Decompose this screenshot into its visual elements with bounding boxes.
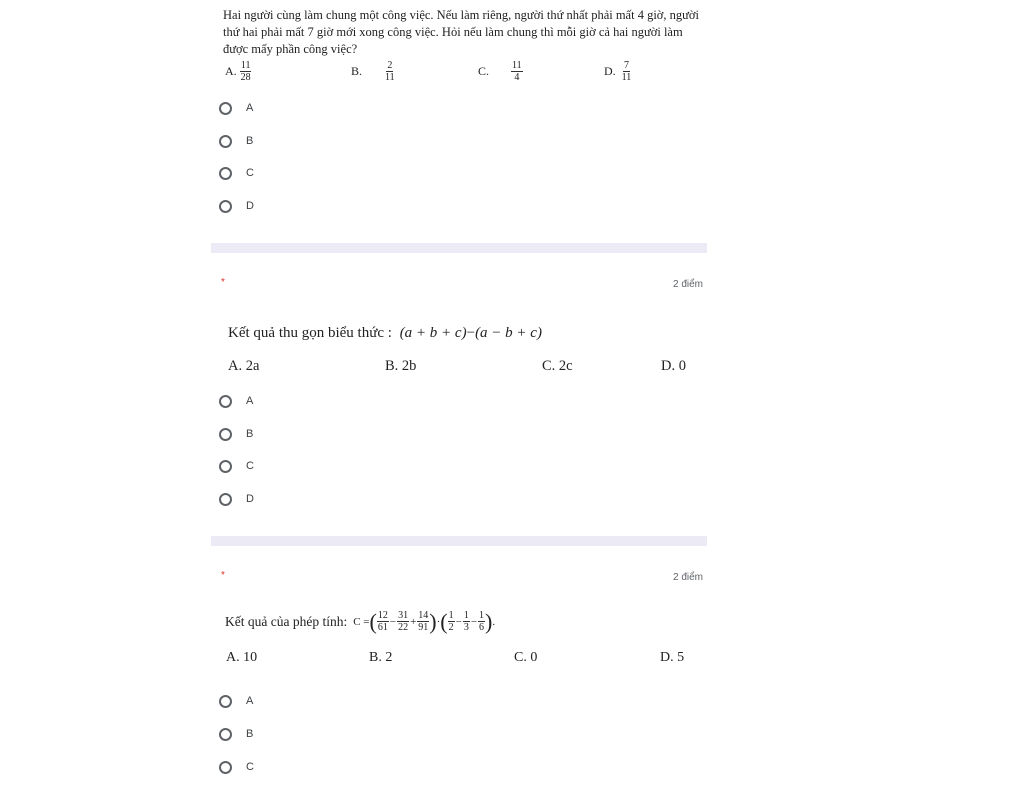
q1-text-line2: thứ hai phải mất 7 giờ mới xong công việc. Hỏi nếu làm chung thì mỗi giờ cả hai người làm [223, 25, 683, 39]
fraction: $\frac{31}{22}$ [398, 610, 409, 633]
radio-circle[interactable] [219, 167, 232, 180]
fraction: $\frac{12}{61}$ [377, 610, 388, 633]
q3-radio-c[interactable]: C [219, 757, 254, 777]
radio-circle[interactable] [219, 200, 232, 213]
radio-circle[interactable] [219, 695, 232, 708]
q1-option-a: A. $\frac{11}{28}$ [225, 60, 251, 83]
q1-text-line3: được mấy phần công việc? [223, 42, 358, 56]
q1-radio-a[interactable]: A [219, 98, 253, 118]
q3-radio-a[interactable]: A [219, 691, 253, 711]
q2-radio-b[interactable]: B [219, 424, 253, 444]
q3-answer-d: D. 5 [660, 650, 685, 665]
fraction: $\frac{1}{3}$ [463, 610, 469, 633]
fraction: $\frac{2}{11}$ [385, 60, 395, 83]
radio-circle[interactable] [219, 135, 232, 148]
q1-option-d: D. $\frac{7}{11}$ [604, 60, 632, 83]
points-label: 2 điểm [672, 279, 703, 290]
q3-radio-b[interactable]: B [219, 724, 253, 744]
q2-prompt: Kết quả thu gọn biểu thức : (a + b + c)−(a − b + c) [228, 325, 542, 341]
q3-answer-c: C. 0 [514, 650, 538, 665]
q2-answer-d: D. 0 [661, 358, 686, 374]
fraction: $\frac{1}{2}$ [448, 610, 454, 633]
q1-option-c: C. $\frac{11}{4}$ [478, 60, 522, 83]
q1-option-b: B. $\frac{2}{11}$ [351, 60, 395, 83]
q3-answer-b: B. 2 [369, 650, 393, 665]
q1-text-line1: Hai người cùng làm chung một công việc. Nếu làm riêng, người thứ nhất phải mất 4 giờ, người [223, 8, 700, 22]
q2-answer-b: B. 2b [385, 358, 417, 374]
required-marker: * [221, 570, 225, 581]
radio-circle[interactable] [219, 395, 232, 408]
q1-text [223, 7, 723, 58]
q1-radio-d[interactable]: D [219, 196, 254, 216]
radio-circle[interactable] [219, 460, 232, 473]
radio-circle[interactable] [219, 493, 232, 506]
section-divider [211, 243, 707, 253]
fraction: $\frac{14}{91}$ [418, 610, 429, 633]
q2-radio-a[interactable]: A [219, 391, 253, 411]
q2-radio-c[interactable]: C [219, 456, 254, 476]
fraction: $\frac{1}{6}$ [479, 610, 485, 633]
fraction: $\frac{7}{11}$ [621, 60, 632, 83]
q1-radio-b[interactable]: B [219, 131, 253, 151]
fraction: $\frac{11}{28}$ [240, 60, 251, 83]
fraction: $\frac{11}{4}$ [512, 60, 522, 83]
section-divider [211, 536, 707, 546]
radio-circle[interactable] [219, 428, 232, 441]
q2-answer-a: A. 2a [228, 358, 260, 374]
radio-circle[interactable] [219, 728, 232, 741]
radio-circle[interactable] [219, 102, 232, 115]
q2-answer-c: C. 2c [542, 358, 573, 374]
points-label: 2 điểm [672, 572, 703, 583]
radio-circle[interactable] [219, 761, 232, 774]
required-marker: * [221, 277, 225, 288]
q1-radio-c[interactable]: C [219, 163, 254, 183]
q2-radio-d[interactable]: D [219, 489, 254, 509]
q3-answer-a: A. 10 [226, 650, 258, 665]
q3-prompt: Kết quả của phép tính: C = ( $\frac{12}{61}$ − $\frac{31}{22}$ + $\frac{14}{91}$ ) · ( $\frac{1}{2}$ − $\frac{1}{3}$ − $\frac{1}{6}$ ) . [225, 608, 496, 634]
